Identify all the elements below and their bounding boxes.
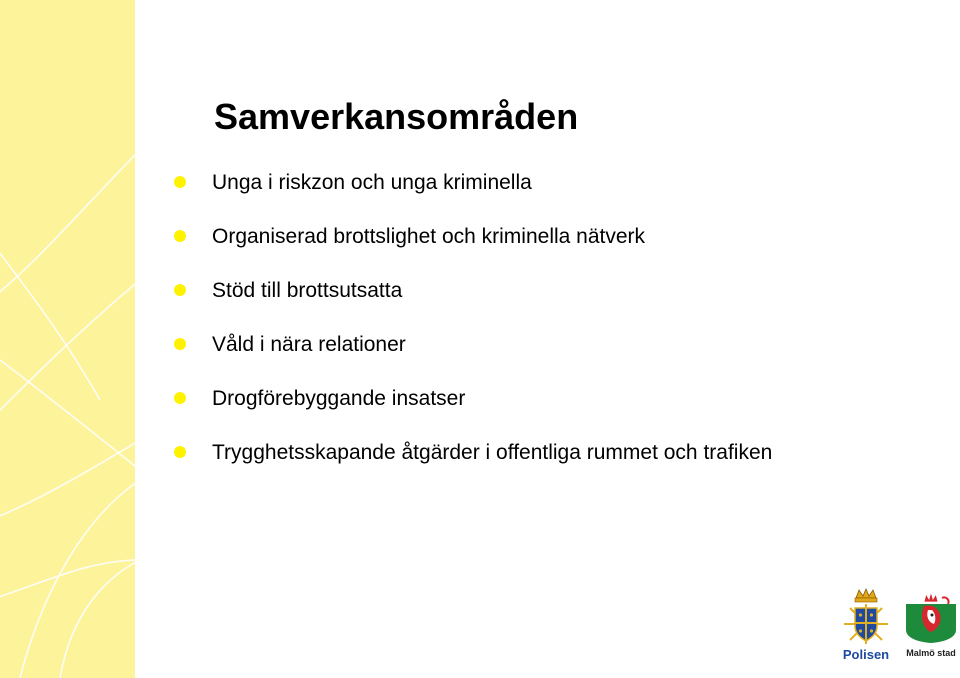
malmo-label: Malmö stad <box>906 648 956 658</box>
list-item <box>174 170 772 224</box>
list-item <box>174 224 772 278</box>
slide-title: Samverkansområden <box>214 96 579 137</box>
bullet-icon <box>174 338 186 350</box>
bullet-text: Trygghetsskapande åtgärder i offentliga rummet och trafiken <box>212 441 773 464</box>
malmo-griffin-icon <box>902 586 960 644</box>
malmo-logo <box>902 586 960 658</box>
bullet-text: Drogförebyggande insatser <box>212 387 466 410</box>
decorative-side-panel <box>0 0 135 678</box>
list-item <box>174 386 772 440</box>
bullet-list <box>174 170 772 494</box>
list-item <box>174 278 772 332</box>
bullet-text: Organiserad brottslighet och kriminella nätverk <box>212 225 646 248</box>
bullet-text: Unga i riskzon och unga kriminella <box>212 171 532 194</box>
polisen-label: Polisen <box>842 647 890 662</box>
bullet-icon <box>174 392 186 404</box>
list-item <box>174 332 772 386</box>
bullet-text: Våld i nära relationer <box>212 333 406 356</box>
bullet-icon <box>174 284 186 296</box>
bullet-text: Stöd till brottsutsatta <box>212 279 403 302</box>
bullet-icon <box>174 446 186 458</box>
polisen-logo <box>836 588 896 662</box>
list-item <box>174 440 772 494</box>
bullet-icon <box>174 230 186 242</box>
police-crest-icon <box>836 588 896 646</box>
side-panel-curves <box>0 0 135 678</box>
bullet-icon <box>174 176 186 188</box>
